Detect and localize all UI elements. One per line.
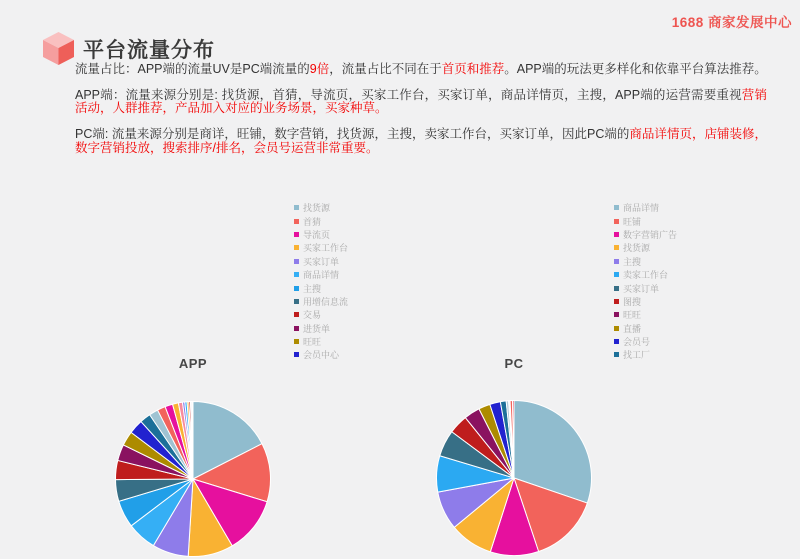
legend-label: 买家订单: [623, 283, 660, 294]
legend-item: [614, 322, 677, 335]
body-text: 。APP端的玩法更多样化和依靠平台算法推荐。: [504, 62, 767, 76]
legend-swatch: [614, 272, 619, 277]
legend-item: [294, 308, 348, 321]
legend-swatch: [614, 259, 619, 264]
legend-swatch: [294, 312, 299, 317]
legend-swatch: [294, 232, 299, 237]
legend-label: 导流页: [303, 229, 331, 240]
legend-item: [614, 308, 677, 321]
legend-item: [294, 322, 348, 335]
legend-item: [614, 335, 677, 348]
legend-label: 用增信息流: [303, 296, 349, 307]
legend-label: 商品详情: [623, 203, 660, 214]
legend-item: [294, 228, 348, 241]
legend-label: 旺旺: [303, 337, 322, 348]
legend-item: [614, 228, 677, 241]
cube-icon: [43, 32, 74, 65]
legend-item: [294, 295, 348, 308]
body-text: ，流量占比不同在于: [329, 62, 442, 76]
legend-swatch: [614, 352, 619, 357]
legend-item: [294, 214, 348, 227]
chart-label-app: APP: [178, 356, 208, 371]
legend-swatch: [614, 299, 619, 304]
title-row: [43, 32, 215, 65]
legend-label: 商品详情: [303, 270, 340, 281]
body-text: APP端：流量来源分别是: 找货源，首猜，导流页，买家工作台，买家订单，商品详情页，主搜，APP端的运营需要重视: [75, 87, 742, 102]
chart-label-pc: PC: [504, 356, 524, 371]
legend-swatch: [294, 205, 299, 210]
legend-swatch: [614, 245, 619, 250]
legend-swatch: [614, 219, 619, 224]
brand-text: 1688 商家发展中心: [671, 15, 792, 30]
legend-item: [614, 348, 677, 361]
legend-swatch: [294, 326, 299, 331]
legend-swatch: [614, 339, 619, 344]
legend-label: 交易: [303, 310, 322, 321]
legend-item: [294, 281, 348, 294]
body-text: 流量占比：APP端的流量UV是PC端流量的: [75, 62, 310, 76]
legend-item: [614, 295, 677, 308]
legend-label: 首猜: [303, 216, 322, 227]
legend-swatch: [294, 286, 299, 291]
paragraph-3: [75, 128, 767, 155]
legend-label: 主搜: [303, 283, 322, 294]
highlight-text: 9倍: [309, 62, 330, 76]
legend-label: 找货源: [303, 203, 331, 214]
legend-label: 买家工作台: [303, 243, 349, 254]
pie-chart-pc: [434, 398, 594, 558]
legend-label: 进货单: [303, 323, 331, 334]
legend-label: 卖家工作台: [623, 270, 669, 281]
legend-item: [614, 201, 677, 214]
page-title: 平台流量分布: [83, 38, 215, 62]
highlight-text: 营销活动，人群推荐，产品加入对应的业务场景，买家种草。: [75, 87, 767, 116]
legend-pc: [614, 201, 677, 362]
legend-label: 找货源: [623, 243, 651, 254]
legend-swatch: [294, 352, 299, 357]
legend-label: 直播: [623, 323, 642, 334]
legend-swatch: [294, 245, 299, 250]
body-text: PC端: 流量来源分别是商详，旺铺，数字营销，找货源，主搜，卖家工作台，买家订单，因此PC端的: [75, 127, 630, 142]
legend-label: 买家订单: [303, 256, 340, 267]
legend-item: [294, 348, 348, 361]
legend-label: 找工厂: [623, 350, 651, 361]
legend-swatch: [614, 232, 619, 237]
legend-swatch: [614, 326, 619, 331]
legend-item: [614, 241, 677, 254]
legend-item: [614, 214, 677, 227]
legend-item: [294, 268, 348, 281]
paragraph-1: [75, 63, 767, 76]
legend-swatch: [614, 205, 619, 210]
legend-item: [294, 335, 348, 348]
legend-swatch: [294, 219, 299, 224]
legend-item: [294, 241, 348, 254]
body-paragraphs: [75, 63, 767, 168]
legend-app: [294, 201, 348, 362]
legend-item: [614, 281, 677, 294]
legend-label: 数字营销广告: [623, 229, 678, 240]
legend-label: 会员号: [623, 337, 651, 348]
legend-item: [614, 268, 677, 281]
legend-swatch: [294, 339, 299, 344]
legend-item: [294, 201, 348, 214]
paragraph-2: [75, 89, 767, 116]
legend-label: 会员中心: [303, 350, 340, 361]
legend-swatch: [294, 299, 299, 304]
legend-swatch: [294, 259, 299, 264]
highlight-text: 商品详情页，店铺装修，数字营销投放，搜索排序/排名，会员号运营非常重要。: [75, 127, 767, 155]
highlight-text: 首页和推荐: [441, 62, 505, 76]
legend-label: 图搜: [623, 296, 642, 307]
legend-swatch: [294, 272, 299, 277]
legend-label: 旺铺: [623, 216, 642, 227]
pie-chart-app: [113, 399, 273, 559]
charts-row: [0, 196, 800, 381]
legend-label: 主搜: [623, 256, 642, 267]
legend-label: 旺旺: [623, 310, 642, 321]
legend-swatch: [614, 286, 619, 291]
legend-item: [614, 255, 677, 268]
legend-item: [294, 255, 348, 268]
legend-swatch: [614, 312, 619, 317]
